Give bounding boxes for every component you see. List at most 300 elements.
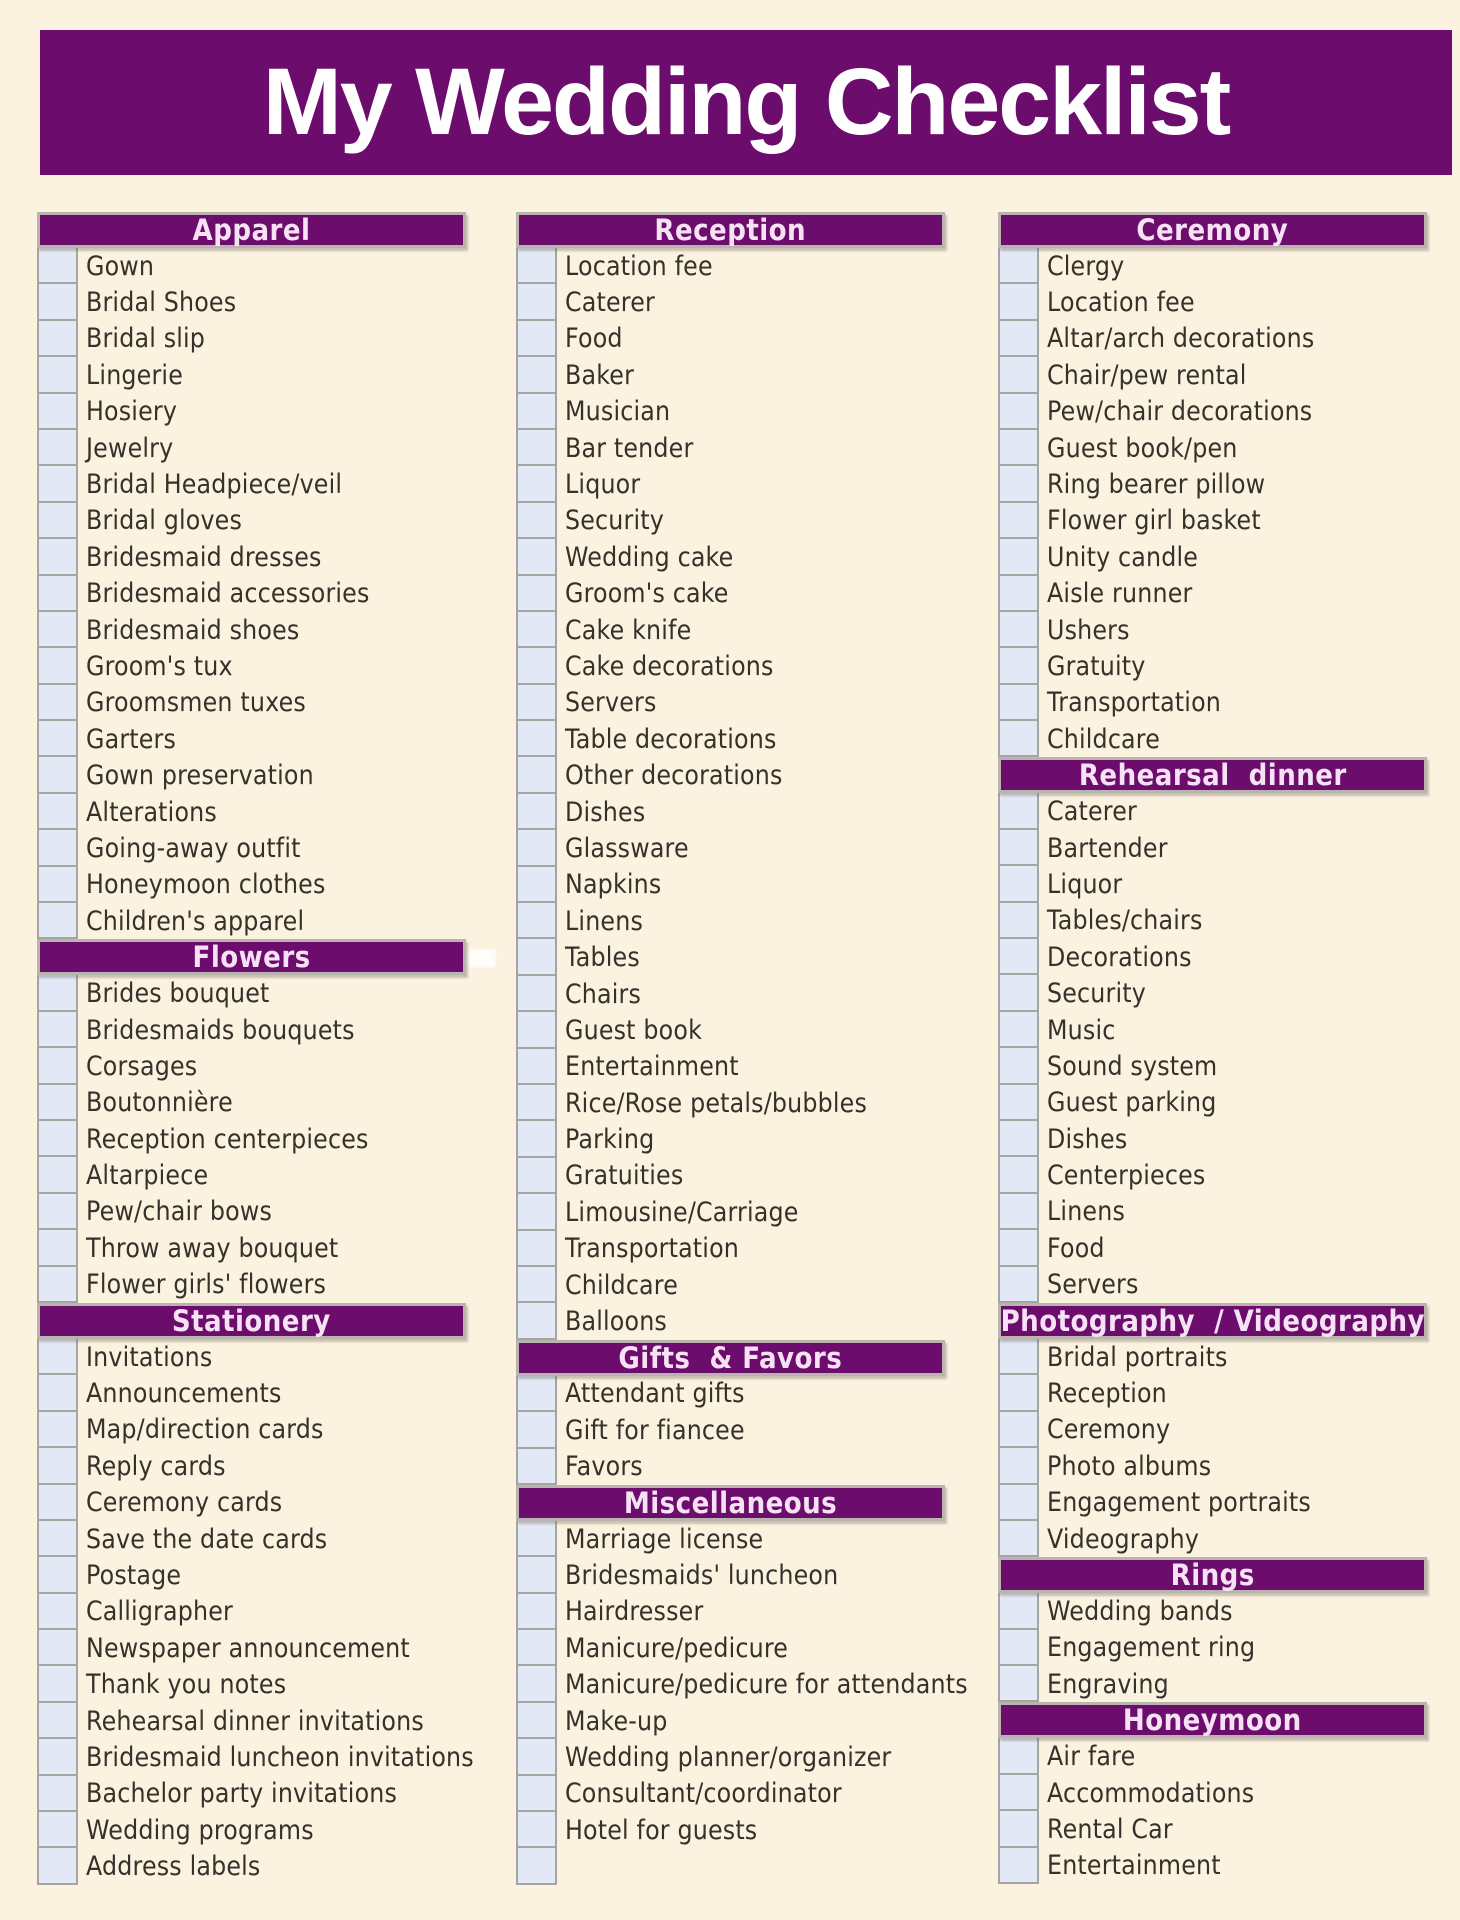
- item-checkbox[interactable]: [998, 537, 1039, 575]
- checklist-row: [516, 1776, 945, 1812]
- item-label: Flower girl basket: [1047, 505, 1261, 537]
- item-label: Cake decorations: [565, 650, 774, 682]
- item-label: Wedding programs: [86, 1814, 314, 1846]
- checklist-row: [37, 1048, 466, 1084]
- item-checkbox[interactable]: [37, 537, 78, 575]
- item-checkbox[interactable]: [37, 1373, 78, 1411]
- checklist-row: [998, 1267, 1427, 1303]
- item-label: Wedding bands: [1047, 1595, 1233, 1627]
- checklist-row: [516, 867, 945, 903]
- item-checkbox[interactable]: [37, 1774, 78, 1812]
- item-label: Childcare: [565, 1269, 679, 1301]
- item-checkbox[interactable]: [516, 1265, 557, 1303]
- item-checkbox[interactable]: [37, 1265, 78, 1303]
- section-photography-videography: [998, 1303, 1427, 1557]
- item-checkbox[interactable]: [516, 1737, 557, 1775]
- section-title: Ceremony: [1136, 213, 1289, 247]
- checklist-row: [37, 1121, 466, 1157]
- section-title: Apparel: [192, 213, 311, 247]
- item-checkbox[interactable]: [37, 501, 78, 539]
- item-label: Transportation: [1047, 687, 1222, 719]
- item-checkbox[interactable]: [998, 1337, 1039, 1375]
- item-checkbox[interactable]: [516, 574, 557, 612]
- item-checkbox[interactable]: [37, 1483, 78, 1521]
- item-label: Altar/arch decorations: [1047, 323, 1315, 355]
- section-title: Rehearsal dinner: [1078, 758, 1347, 793]
- item-checkbox[interactable]: [37, 1119, 78, 1157]
- item-label: Marriage license: [565, 1523, 764, 1555]
- item-checkbox[interactable]: [998, 1155, 1039, 1193]
- item-label: Rice/Rose petals/bubbles: [565, 1087, 868, 1119]
- item-label: Unity candle: [1047, 541, 1199, 573]
- section-title: Gifts & Favors: [618, 1340, 843, 1375]
- item-checkbox[interactable]: [516, 1447, 557, 1485]
- item-checkbox[interactable]: [998, 646, 1039, 684]
- section-rows: [998, 248, 1427, 757]
- item-checkbox[interactable]: [516, 1555, 557, 1593]
- section-header-ceremony: [998, 212, 1427, 248]
- item-checkbox[interactable]: [37, 1846, 78, 1884]
- item-checkbox[interactable]: [516, 792, 557, 830]
- checklist-row: [516, 1012, 945, 1048]
- section-title: Reception: [654, 213, 807, 247]
- checklist-row: [998, 1085, 1427, 1121]
- checklist-row: [516, 1158, 945, 1194]
- checklist-row: [998, 321, 1427, 357]
- item-checkbox[interactable]: [37, 246, 78, 284]
- checklist-row: [516, 1194, 945, 1230]
- item-label: Bridal slip: [86, 323, 206, 355]
- item-checkbox[interactable]: [516, 392, 557, 430]
- section-rows: [516, 248, 945, 1340]
- item-checkbox[interactable]: [37, 1010, 78, 1048]
- item-label: Going-away outfit: [86, 832, 301, 864]
- item-checkbox[interactable]: [37, 1446, 78, 1484]
- section-rows: [998, 1593, 1427, 1702]
- item-checkbox[interactable]: [37, 865, 78, 903]
- item-label: Guest book: [565, 1014, 703, 1046]
- item-checkbox[interactable]: [37, 755, 78, 793]
- item-checkbox[interactable]: [998, 246, 1039, 284]
- item-checkbox[interactable]: [998, 1410, 1039, 1448]
- checklist-row: [516, 1376, 945, 1412]
- checklist-row: [37, 503, 466, 539]
- item-checkbox[interactable]: [516, 1192, 557, 1230]
- item-checkbox[interactable]: [516, 1156, 557, 1194]
- item-label: Limousine/Carriage: [565, 1196, 799, 1228]
- item-checkbox[interactable]: [37, 1410, 78, 1448]
- section-title: Photography / Videography: [1000, 1303, 1425, 1338]
- checklist-row: [37, 794, 466, 830]
- checklist-row: [998, 1048, 1427, 1084]
- item-checkbox[interactable]: [516, 1592, 557, 1630]
- item-checkbox[interactable]: [516, 1701, 557, 1739]
- item-checkbox[interactable]: [998, 1519, 1039, 1557]
- item-checkbox[interactable]: [516, 1810, 557, 1848]
- item-checkbox[interactable]: [37, 828, 78, 866]
- item-label: Liquor: [1047, 868, 1123, 900]
- item-checkbox[interactable]: [37, 1592, 78, 1630]
- item-label: Linens: [565, 905, 644, 937]
- checklist-row: [516, 1049, 945, 1085]
- item-checkbox[interactable]: [516, 1846, 557, 1884]
- item-checkbox[interactable]: [516, 937, 557, 975]
- title-banner: [40, 30, 1452, 175]
- item-checkbox[interactable]: [998, 973, 1039, 1011]
- checklist-row: [37, 1594, 466, 1630]
- item-label: Caterer: [1047, 796, 1137, 828]
- section-rows: [998, 793, 1427, 1302]
- checklist-row: [516, 1267, 945, 1303]
- item-checkbox[interactable]: [998, 610, 1039, 648]
- item-checkbox[interactable]: [516, 755, 557, 793]
- item-label: Bridesmaids bouquets: [86, 1014, 355, 1046]
- item-label: Engagement portraits: [1047, 1487, 1311, 1519]
- checklist-row: [516, 321, 945, 357]
- checklist-row: [516, 1085, 945, 1121]
- item-checkbox[interactable]: [516, 1774, 557, 1812]
- item-checkbox[interactable]: [998, 1046, 1039, 1084]
- item-checkbox[interactable]: [998, 1083, 1039, 1121]
- section-title: Miscellaneous: [623, 1485, 838, 1520]
- item-checkbox[interactable]: [516, 246, 557, 284]
- item-label: Children's apparel: [86, 905, 305, 937]
- item-checkbox[interactable]: [998, 1228, 1039, 1266]
- item-checkbox[interactable]: [998, 1628, 1039, 1666]
- checklist-row: [998, 248, 1427, 284]
- item-checkbox[interactable]: [998, 1265, 1039, 1303]
- checklist-row: [37, 1339, 466, 1375]
- item-label: Photo albums: [1047, 1450, 1212, 1482]
- checklist-row: [516, 721, 945, 757]
- section-rehearsal-dinner: [998, 757, 1427, 1302]
- item-checkbox[interactable]: [516, 464, 557, 502]
- item-label: Groom's tux: [86, 650, 233, 682]
- item-checkbox[interactable]: [998, 464, 1039, 502]
- checklist-row: [998, 1448, 1427, 1484]
- checklist-row: [998, 1775, 1427, 1811]
- item-checkbox[interactable]: [516, 646, 557, 684]
- checklist-row: [37, 903, 466, 939]
- checklist-row: [37, 1375, 466, 1411]
- item-label: Glassware: [565, 832, 689, 864]
- item-label: Servers: [565, 687, 657, 719]
- item-checkbox[interactable]: [516, 865, 557, 903]
- item-checkbox[interactable]: [998, 428, 1039, 466]
- item-label: Servers: [1047, 1269, 1139, 1301]
- item-checkbox[interactable]: [516, 501, 557, 539]
- item-checkbox[interactable]: [998, 1736, 1039, 1774]
- item-checkbox[interactable]: [998, 864, 1039, 902]
- checklist-row: [516, 1557, 945, 1593]
- item-label: Musician: [565, 396, 671, 428]
- checklist-row: [37, 539, 466, 575]
- item-checkbox[interactable]: [37, 1192, 78, 1230]
- item-checkbox[interactable]: [37, 792, 78, 830]
- section-honeymoon: [998, 1702, 1427, 1884]
- checklist-row: [37, 1739, 474, 1775]
- item-label: Location fee: [565, 250, 713, 282]
- checklist-row: [37, 248, 466, 284]
- checklist-row: [516, 1303, 945, 1339]
- item-checkbox[interactable]: [516, 719, 557, 757]
- item-checkbox[interactable]: [998, 501, 1039, 539]
- checklist-row: [998, 866, 1427, 902]
- item-checkbox[interactable]: [998, 937, 1039, 975]
- item-label: Liquor: [565, 469, 641, 501]
- item-label: Alterations: [86, 796, 217, 828]
- checklist-row: [37, 830, 466, 866]
- item-checkbox[interactable]: [516, 355, 557, 393]
- checklist-row: [998, 1339, 1427, 1375]
- item-label: Childcare: [1047, 723, 1161, 755]
- item-checkbox[interactable]: [516, 282, 557, 320]
- item-checkbox[interactable]: [998, 1192, 1039, 1230]
- item-label: Music: [1047, 1014, 1116, 1046]
- checklist-row: [998, 1121, 1427, 1157]
- checklist-row: [998, 1630, 1427, 1666]
- item-checkbox[interactable]: [37, 1337, 78, 1375]
- item-label: Groom's cake: [565, 578, 729, 610]
- checklist-row: [516, 830, 945, 866]
- item-checkbox[interactable]: [516, 319, 557, 357]
- item-label: Centerpieces: [1047, 1160, 1206, 1192]
- checklist-row: [998, 284, 1427, 320]
- item-checkbox[interactable]: [37, 1083, 78, 1121]
- item-checkbox[interactable]: [37, 1155, 78, 1193]
- item-checkbox[interactable]: [998, 282, 1039, 320]
- section-header-reception: [516, 212, 945, 248]
- item-label: Bridal Headpiece/veil: [86, 469, 343, 501]
- item-label: Newspaper announcement: [86, 1632, 410, 1664]
- item-checkbox[interactable]: [516, 1410, 557, 1448]
- item-checkbox[interactable]: [998, 319, 1039, 357]
- item-checkbox[interactable]: [998, 1591, 1039, 1629]
- checklist-row: [998, 1848, 1427, 1884]
- item-checkbox[interactable]: [516, 428, 557, 466]
- item-label: Napkins: [565, 869, 662, 901]
- item-checkbox[interactable]: [37, 1664, 78, 1702]
- checklist-row: [516, 903, 945, 939]
- item-label: Manicure/pedicure for attendants: [565, 1669, 968, 1701]
- item-label: Parking: [565, 1124, 655, 1156]
- item-label: Groomsmen tuxes: [86, 687, 306, 719]
- checklist-row: [516, 1594, 945, 1630]
- checklist-row: [998, 793, 1427, 829]
- item-label: Tables: [565, 942, 640, 974]
- item-label: Calligrapher: [86, 1596, 234, 1628]
- item-label: Bridal Shoes: [86, 287, 237, 319]
- item-label: Honeymoon clothes: [86, 869, 326, 901]
- checklist-row: [516, 1848, 945, 1884]
- item-label: Bridesmaids' luncheon: [565, 1559, 839, 1591]
- item-checkbox[interactable]: [516, 1628, 557, 1666]
- item-label: Location fee: [1047, 287, 1195, 319]
- item-checkbox[interactable]: [37, 355, 78, 393]
- item-checkbox[interactable]: [37, 1628, 78, 1666]
- checklist-row: [998, 430, 1427, 466]
- item-label: Guest parking: [1047, 1087, 1217, 1119]
- item-label: Bridesmaid luncheon invitations: [86, 1741, 474, 1773]
- checklist-row: [998, 1412, 1427, 1448]
- section-miscellaneous: [516, 1485, 968, 1885]
- item-checkbox[interactable]: [998, 1446, 1039, 1484]
- item-checkbox[interactable]: [998, 683, 1039, 721]
- item-checkbox[interactable]: [516, 683, 557, 721]
- item-checkbox[interactable]: [998, 1119, 1039, 1157]
- item-checkbox[interactable]: [516, 1374, 557, 1412]
- checklist-row: [998, 1012, 1427, 1048]
- item-checkbox[interactable]: [516, 1301, 557, 1339]
- item-checkbox[interactable]: [998, 1483, 1039, 1521]
- item-label: Reply cards: [86, 1450, 226, 1482]
- item-checkbox[interactable]: [998, 1846, 1039, 1884]
- item-label: Food: [1047, 1232, 1105, 1264]
- item-label: Wedding cake: [565, 541, 734, 573]
- item-checkbox[interactable]: [37, 282, 78, 320]
- item-checkbox[interactable]: [37, 428, 78, 466]
- checklist-row: [516, 1739, 945, 1775]
- item-checkbox[interactable]: [516, 1119, 557, 1157]
- checklist-row: [998, 1485, 1427, 1521]
- item-label: Address labels: [86, 1851, 261, 1883]
- item-checkbox[interactable]: [998, 1664, 1039, 1702]
- item-label: Rental Car: [1047, 1813, 1173, 1845]
- item-checkbox[interactable]: [37, 392, 78, 430]
- section-rings: [998, 1557, 1427, 1702]
- item-label: Brides bouquet: [86, 978, 270, 1010]
- item-checkbox[interactable]: [516, 828, 557, 866]
- item-checkbox[interactable]: [37, 683, 78, 721]
- item-checkbox[interactable]: [37, 646, 78, 684]
- item-label: Dishes: [565, 796, 646, 828]
- item-checkbox[interactable]: [37, 464, 78, 502]
- item-checkbox[interactable]: [37, 1701, 78, 1739]
- section-header-honeymoon: [998, 1702, 1427, 1738]
- item-checkbox[interactable]: [37, 973, 78, 1011]
- item-checkbox[interactable]: [37, 901, 78, 939]
- item-checkbox[interactable]: [998, 828, 1039, 866]
- item-label: Pew/chair decorations: [1047, 396, 1313, 428]
- checklist-row: [37, 1666, 466, 1702]
- item-checkbox[interactable]: [37, 1519, 78, 1557]
- item-label: Ceremony: [1047, 1414, 1171, 1446]
- item-label: Tables/chairs: [1047, 905, 1203, 937]
- item-checkbox[interactable]: [516, 610, 557, 648]
- checklist-row: [37, 394, 466, 430]
- checklist-row: [516, 430, 945, 466]
- item-checkbox[interactable]: [37, 610, 78, 648]
- item-label: Entertainment: [1047, 1850, 1221, 1882]
- item-label: Entertainment: [565, 1051, 739, 1083]
- item-checkbox[interactable]: [998, 1809, 1039, 1847]
- scan-artifact: [467, 949, 496, 967]
- item-label: Security: [565, 505, 664, 537]
- item-label: Bachelor party invitations: [86, 1778, 398, 1810]
- checklist-row: [37, 1230, 466, 1266]
- section-reception: [516, 212, 945, 1340]
- section-header-stationery: [37, 1303, 466, 1339]
- item-label: Announcements: [86, 1378, 282, 1410]
- item-label: Guest book/pen: [1047, 432, 1238, 464]
- item-checkbox[interactable]: [516, 974, 557, 1012]
- item-checkbox[interactable]: [998, 791, 1039, 829]
- checklist-row: [998, 1666, 1427, 1702]
- item-label: Lingerie: [86, 359, 184, 391]
- item-checkbox[interactable]: [516, 1047, 557, 1085]
- item-label: Other decorations: [565, 760, 783, 792]
- checklist-row: [998, 685, 1427, 721]
- item-checkbox[interactable]: [516, 1083, 557, 1121]
- item-label: Save the date cards: [86, 1523, 328, 1555]
- checklist-row: [37, 1557, 466, 1593]
- item-checkbox[interactable]: [998, 1773, 1039, 1811]
- item-checkbox[interactable]: [37, 574, 78, 612]
- section-rows: [998, 1738, 1427, 1884]
- item-checkbox[interactable]: [516, 901, 557, 939]
- item-label: Decorations: [1047, 941, 1192, 973]
- item-checkbox[interactable]: [998, 574, 1039, 612]
- checklist-row: [516, 1449, 945, 1485]
- item-label: Bartender: [1047, 832, 1168, 864]
- section-header-photography-videography: [998, 1303, 1427, 1339]
- item-label: Engagement ring: [1047, 1632, 1256, 1664]
- checklist-column-3: [998, 212, 1427, 1884]
- section-flowers: [37, 939, 466, 1303]
- item-checkbox[interactable]: [998, 1010, 1039, 1048]
- item-checkbox[interactable]: [998, 719, 1039, 757]
- checklist-row: [516, 1812, 945, 1848]
- section-title: Rings: [1170, 1558, 1255, 1593]
- item-checkbox[interactable]: [998, 901, 1039, 939]
- item-checkbox[interactable]: [998, 1373, 1039, 1411]
- item-checkbox[interactable]: [37, 1810, 78, 1848]
- checklist-row: [998, 1375, 1427, 1411]
- item-checkbox[interactable]: [516, 1519, 557, 1557]
- item-checkbox[interactable]: [516, 1664, 557, 1702]
- section-header-flowers: [37, 939, 466, 975]
- item-label: Gown preservation: [86, 760, 314, 792]
- item-checkbox[interactable]: [998, 355, 1039, 393]
- checklist-row: [516, 1412, 945, 1448]
- item-checkbox[interactable]: [516, 1229, 557, 1267]
- item-checkbox[interactable]: [37, 1228, 78, 1266]
- checklist-row: [998, 466, 1427, 502]
- item-checkbox[interactable]: [37, 719, 78, 757]
- checklist-row: [998, 1194, 1427, 1230]
- checklist-row: [998, 1593, 1427, 1629]
- checklist-row: [516, 357, 945, 393]
- item-label: Engraving: [1047, 1668, 1169, 1700]
- checklist-row: [37, 1448, 466, 1484]
- checklist-row: [998, 576, 1427, 612]
- item-label: Security: [1047, 978, 1146, 1010]
- item-checkbox[interactable]: [37, 1555, 78, 1593]
- section-header-miscellaneous: [516, 1485, 945, 1521]
- item-label: Transportation: [565, 1233, 740, 1265]
- checklist-row: [998, 1157, 1427, 1193]
- checklist-row: [37, 430, 466, 466]
- item-checkbox[interactable]: [516, 537, 557, 575]
- checklist-row: [516, 466, 945, 502]
- item-checkbox[interactable]: [516, 1010, 557, 1048]
- item-checkbox[interactable]: [37, 1737, 78, 1775]
- item-checkbox[interactable]: [37, 1046, 78, 1084]
- item-checkbox[interactable]: [37, 319, 78, 357]
- item-label: Reception: [1047, 1378, 1167, 1410]
- item-checkbox[interactable]: [998, 392, 1039, 430]
- item-label: Baker: [565, 359, 635, 391]
